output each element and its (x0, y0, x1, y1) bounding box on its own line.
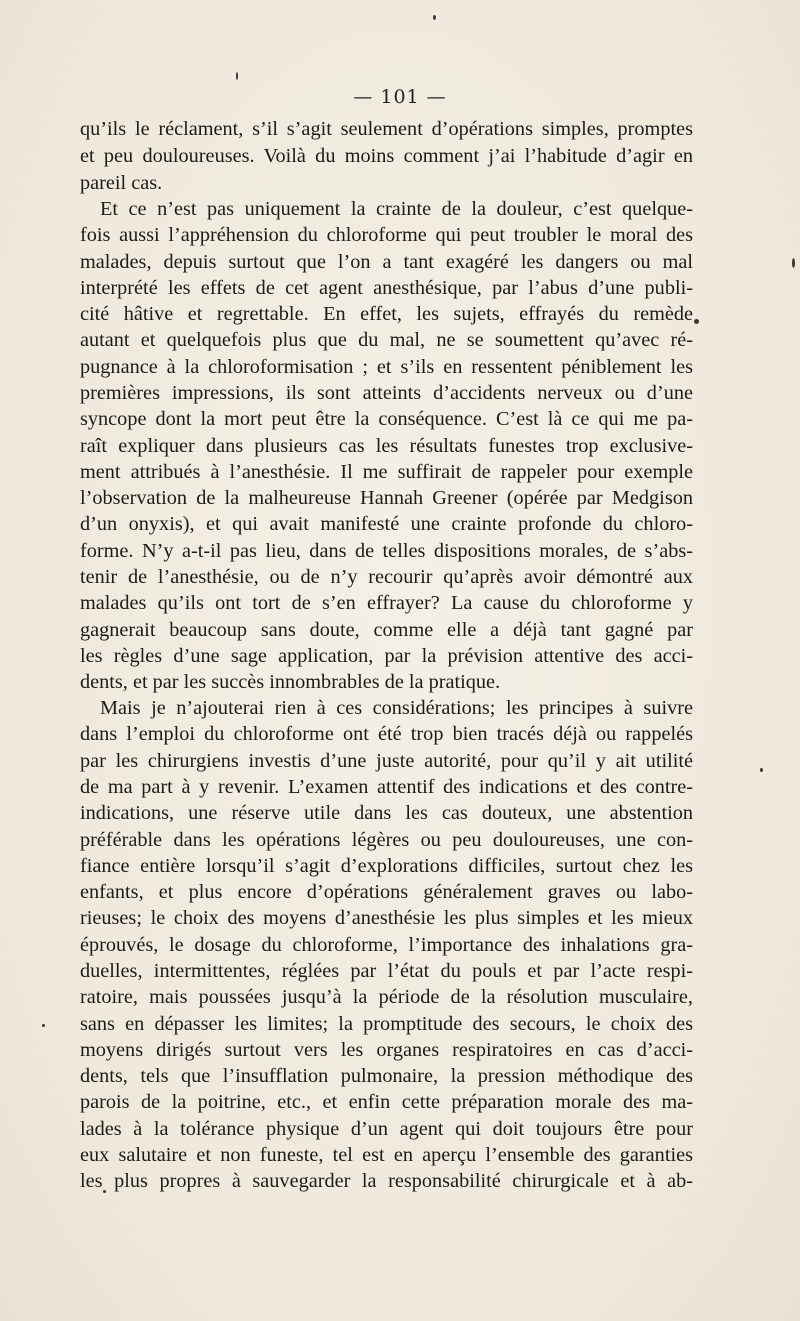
text-line: malades, depuis surtout que l’on a tant exagéré les dangers ou mal (80, 251, 693, 273)
text-line: pugnance à la chloroformisation ; et s’ils en ressentent péniblement les (80, 356, 693, 378)
text-line: tenir de l’anesthésie, ou de n’y recourir qu’après avoir démontré aux (80, 566, 693, 588)
text-line: duelles, intermittentes, réglées par l’état du pouls et par l’acte respi- (80, 960, 693, 982)
text-line: ment attribués à l’anesthésie. Il me suffirait de rappeler pour exemple (80, 461, 693, 483)
ink-speck (792, 258, 795, 268)
text-line: parois de la poitrine, etc., et enfin cette préparation morale des ma- (80, 1091, 693, 1113)
text-line: cité hâtive et regrettable. En effet, les sujets, effrayés du remède (80, 303, 693, 325)
text-line: dans l’emploi du chloroforme ont été trop bien tracés déjà ou rappelés (80, 723, 693, 745)
text-line: autant et quelquefois plus que du mal, ne se soumettent qu’avec ré- (80, 329, 693, 351)
text-line: d’un onyxis), et qui avait manifesté une crainte profonde du chloro- (80, 513, 693, 535)
text-line: de ma part à y revenir. L’examen attentif des indications et des contre- (80, 776, 693, 798)
ink-speck (760, 768, 763, 772)
text-line: indications, une réserve utile dans les cas douteux, une abstention (80, 802, 693, 824)
text-line: rieuses; le choix des moyens d’anesthésie les plus simples et les mieux (80, 907, 693, 929)
text-line: gagnerait beaucoup sans doute, comme elle a déjà tant gagné par (80, 619, 693, 641)
ink-speck (433, 15, 436, 20)
text-line: enfants, et plus encore d’opérations généralement graves ou labo- (80, 881, 693, 903)
text-line: préférable dans les opérations légères ou peu douloureuses, une con- (80, 829, 693, 851)
text-line: premières impressions, ils sont atteints d’accidents nerveux ou d’une (80, 382, 693, 404)
text-line: sans en dépasser les limites; la promptitude des secours, le choix des (80, 1013, 693, 1035)
text-line: l’observation de la malheureuse Hannah Greener (opérée par Medgison (80, 487, 693, 509)
text-line: lades à la tolérance physique d’un agent qui doit toujours être pour (80, 1118, 693, 1140)
text-line: dents, et par les succès innombrables de la pratique. (80, 671, 501, 693)
text-line: syncope dont la mort peut être la conséquence. C’est là ce qui me pa- (80, 408, 693, 430)
text-line: interprété les effets de cet agent anesthésique, par l’abus d’une publi- (80, 277, 693, 299)
text-line: par les chirurgiens investis d’une juste autorité, pour qu’il y ait utilité (80, 750, 693, 772)
ink-speck (694, 319, 699, 324)
text-line: éprouvés, le dosage du chloroforme, l’importance des inhalations gra- (80, 934, 693, 956)
text-line: pareil cas. (80, 172, 163, 194)
text-line: raît expliquer dans plusieurs cas les résultats funestes trop exclusive- (80, 435, 693, 457)
text-line: ratoire, mais poussées jusqu’à la période de la résolution musculaire, (80, 986, 693, 1008)
page-number: — 101 — (353, 86, 447, 108)
text-line: les règles d’une sage application, par la prévision attentive des acci- (80, 645, 693, 667)
text-line: eux salutaire et non funeste, tel est en aperçu l’ensemble des garanties (80, 1144, 693, 1166)
text-line: qu’ils le réclament, s’il s’agit seulement d’opérations simples, promptes (80, 118, 693, 140)
text-line: fois aussi l’appréhension du chloroforme qui peut troubler le moral des (80, 224, 693, 246)
text-line: Et ce n’est pas uniquement la crainte de la douleur, c’est quelque- (100, 198, 693, 220)
text-line: forme. N’y a-t-il pas lieu, dans de telles dispositions morales, de s’abs- (80, 540, 693, 562)
ink-speck (42, 1024, 45, 1027)
text-line: moyens dirigés surtout vers les organes respiratoires en cas d’acci- (80, 1039, 693, 1061)
text-line: et peu douloureuses. Voilà du moins comment j’ai l’habitude d’agir en (80, 145, 693, 167)
text-line: fiance entière lorsqu’il s’agit d’explorations difficiles, surtout chez les (80, 855, 693, 877)
text-line: Mais je n’ajouterai rien à ces considérations; les principes à suivre (100, 697, 693, 719)
ink-speck (236, 72, 238, 80)
text-line: les plus propres à sauvegarder la responsabilité chirurgicale et à ab- (80, 1170, 693, 1192)
text-line: dents, tels que l’insufflation pulmonaire, la pression méthodique des (80, 1065, 693, 1087)
text-line: malades qu’ils ont tort de s’en effrayer? La cause du chloroforme y (80, 592, 693, 614)
